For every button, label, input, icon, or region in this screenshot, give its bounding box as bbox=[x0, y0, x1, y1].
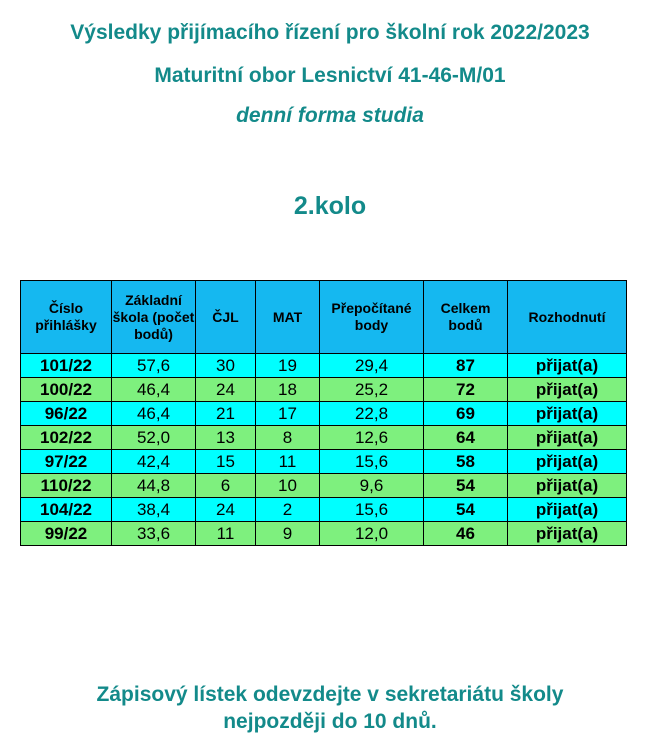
cell-recalculated-points: 9,6 bbox=[320, 474, 424, 498]
cell-application-number: 97/22 bbox=[21, 450, 112, 474]
cell-math-score: 2 bbox=[256, 498, 320, 522]
cell-school-points: 42,4 bbox=[112, 450, 196, 474]
cell-total-points: 46 bbox=[424, 522, 508, 546]
cell-recalculated-points: 12,6 bbox=[320, 426, 424, 450]
cell-school-points: 44,8 bbox=[112, 474, 196, 498]
footer-deadline: nejpozději do 10 dnů. bbox=[223, 710, 437, 733]
cell-recalculated-points: 15,6 bbox=[320, 498, 424, 522]
cell-recalculated-points: 12,0 bbox=[320, 522, 424, 546]
cell-total-points: 58 bbox=[424, 450, 508, 474]
cell-math-score: 17 bbox=[256, 402, 320, 426]
cell-school-points: 52,0 bbox=[112, 426, 196, 450]
cell-czech-score: 24 bbox=[196, 498, 256, 522]
field-of-study: Maturitní obor Lesnictví 41-46-M/01 bbox=[154, 64, 506, 87]
cell-czech-score: 6 bbox=[196, 474, 256, 498]
cell-school-points: 33,6 bbox=[112, 522, 196, 546]
header-decision: Rozhodnutí bbox=[508, 281, 627, 354]
cell-total-points: 69 bbox=[424, 402, 508, 426]
table-row bbox=[21, 426, 627, 450]
cell-total-points: 87 bbox=[424, 354, 508, 378]
table-row bbox=[21, 378, 627, 402]
table-row bbox=[21, 474, 627, 498]
header-recalculated-points: Přepočítané body bbox=[320, 281, 424, 354]
header-math: MAT bbox=[256, 281, 320, 354]
cell-decision: přijat(a) bbox=[508, 378, 627, 402]
cell-czech-score: 11 bbox=[196, 522, 256, 546]
cell-decision: přijat(a) bbox=[508, 522, 627, 546]
cell-application-number: 102/22 bbox=[21, 426, 112, 450]
table-header-row bbox=[21, 281, 627, 354]
cell-application-number: 96/22 bbox=[21, 402, 112, 426]
round-heading: 2.kolo bbox=[293, 192, 367, 220]
cell-math-score: 8 bbox=[256, 426, 320, 450]
cell-school-points: 38,4 bbox=[112, 498, 196, 522]
cell-total-points: 54 bbox=[424, 474, 508, 498]
cell-decision: přijat(a) bbox=[508, 402, 627, 426]
cell-recalculated-points: 22,8 bbox=[320, 402, 424, 426]
cell-czech-score: 21 bbox=[196, 402, 256, 426]
table-row bbox=[21, 354, 627, 378]
cell-math-score: 11 bbox=[256, 450, 320, 474]
cell-decision: přijat(a) bbox=[508, 474, 627, 498]
cell-school-points: 46,4 bbox=[112, 402, 196, 426]
cell-application-number: 110/22 bbox=[21, 474, 112, 498]
cell-total-points: 72 bbox=[424, 378, 508, 402]
cell-recalculated-points: 15,6 bbox=[320, 450, 424, 474]
document-title: Výsledky přijímacího řízení pro školní rok 2022/2023 bbox=[70, 21, 590, 44]
cell-application-number: 104/22 bbox=[21, 498, 112, 522]
cell-total-points: 54 bbox=[424, 498, 508, 522]
cell-recalculated-points: 25,2 bbox=[320, 378, 424, 402]
cell-math-score: 18 bbox=[256, 378, 320, 402]
table-row bbox=[21, 522, 627, 546]
cell-math-score: 10 bbox=[256, 474, 320, 498]
cell-czech-score: 30 bbox=[196, 354, 256, 378]
cell-math-score: 9 bbox=[256, 522, 320, 546]
cell-application-number: 100/22 bbox=[21, 378, 112, 402]
cell-czech-score: 15 bbox=[196, 450, 256, 474]
cell-decision: přijat(a) bbox=[508, 450, 627, 474]
study-form: denní forma studia bbox=[236, 104, 424, 127]
cell-recalculated-points: 29,4 bbox=[320, 354, 424, 378]
header-elementary-school-points: Základní škola (počet bodů) bbox=[112, 281, 196, 354]
cell-application-number: 101/22 bbox=[21, 354, 112, 378]
cell-total-points: 64 bbox=[424, 426, 508, 450]
cell-czech-score: 24 bbox=[196, 378, 256, 402]
cell-decision: přijat(a) bbox=[508, 426, 627, 450]
results-table bbox=[20, 280, 627, 546]
table-row bbox=[21, 498, 627, 522]
table-row bbox=[21, 450, 627, 474]
footer-note: Zápisový lístek odevzdejte v sekretariátu školy bbox=[96, 683, 564, 706]
cell-school-points: 57,6 bbox=[112, 354, 196, 378]
header-application-number: Číslo přihlášky bbox=[21, 281, 112, 354]
table-row bbox=[21, 402, 627, 426]
header-czech-language: ČJL bbox=[196, 281, 256, 354]
cell-decision: přijat(a) bbox=[508, 498, 627, 522]
cell-school-points: 46,4 bbox=[112, 378, 196, 402]
cell-czech-score: 13 bbox=[196, 426, 256, 450]
cell-math-score: 19 bbox=[256, 354, 320, 378]
header-total-points: Celkem bodů bbox=[424, 281, 508, 354]
cell-application-number: 99/22 bbox=[21, 522, 112, 546]
cell-decision: přijat(a) bbox=[508, 354, 627, 378]
